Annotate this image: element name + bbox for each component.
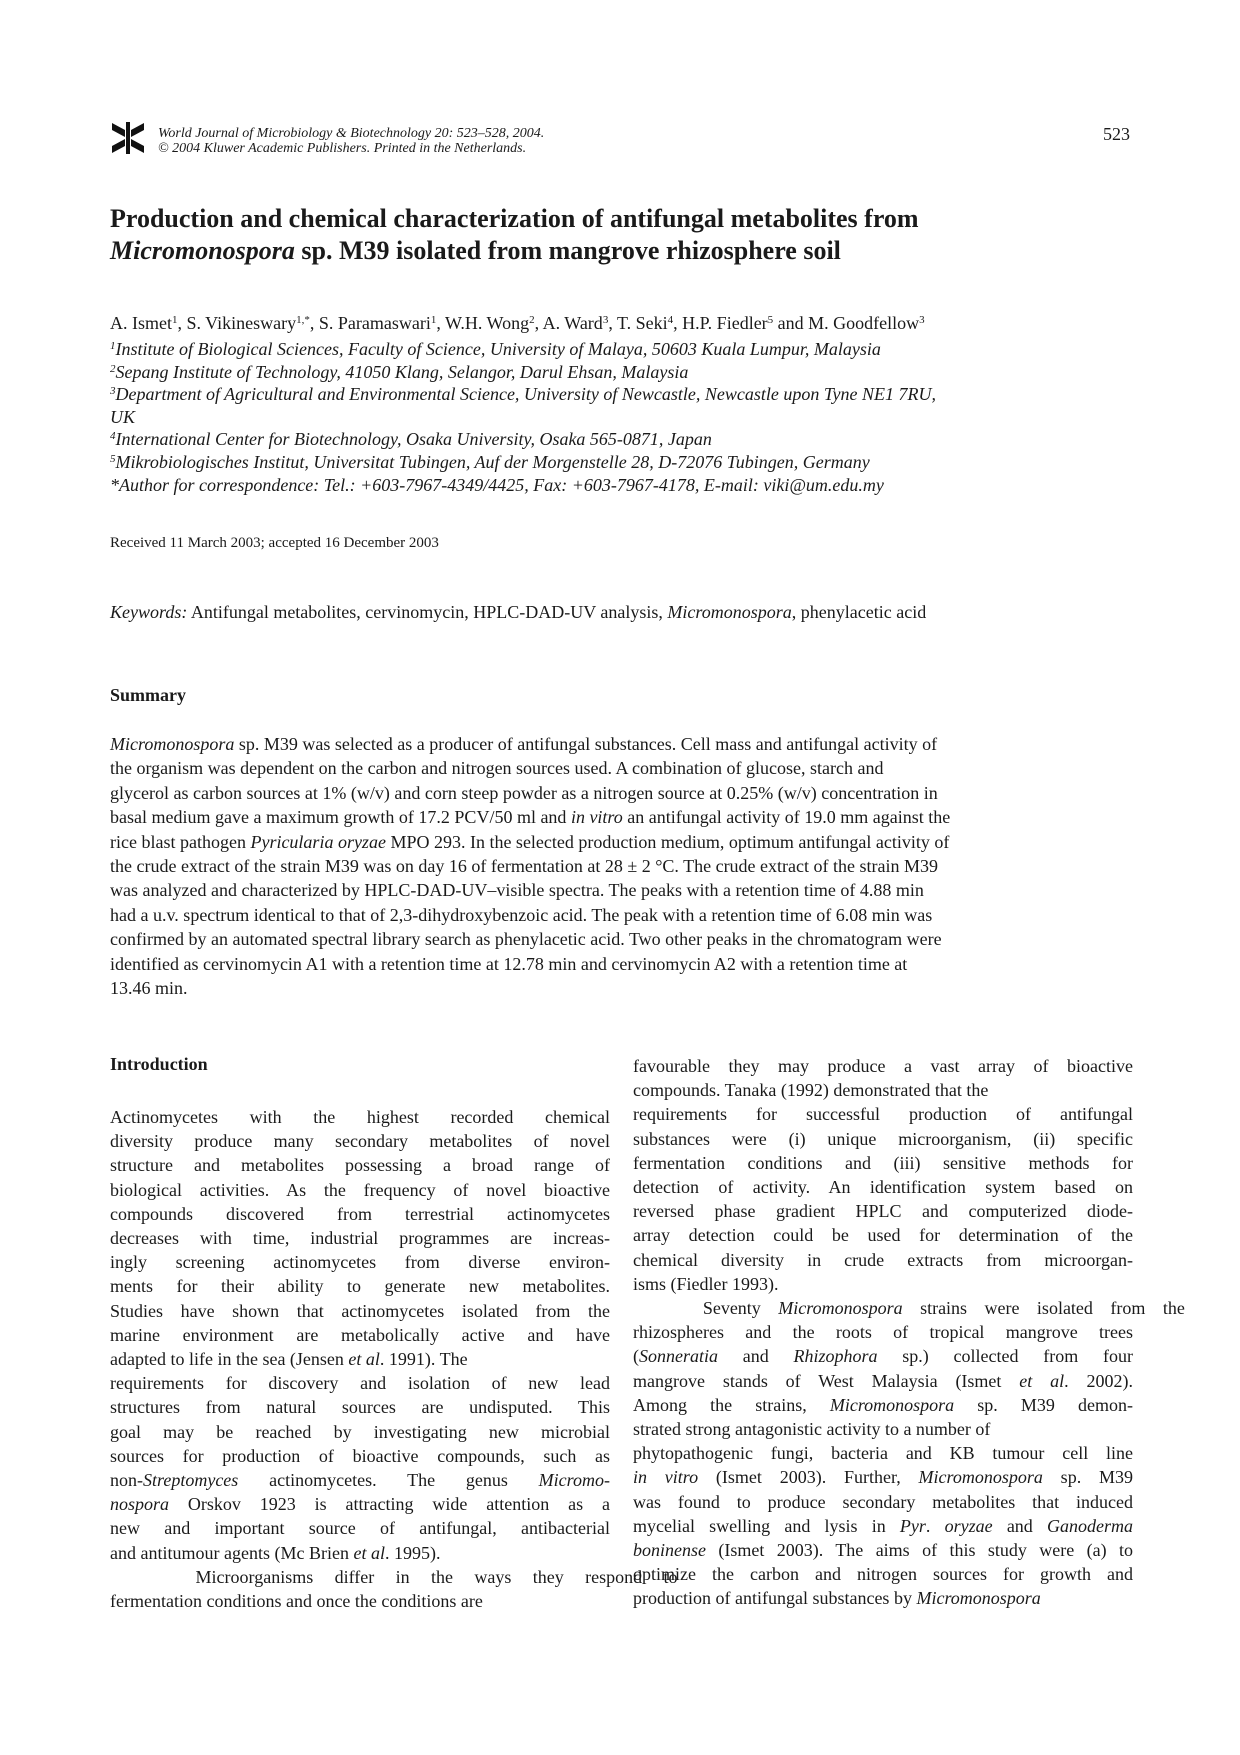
text-line: structure and metabolites possessing a broad range of [110,1155,610,1176]
author-name: A. Ward [542,313,603,333]
article-title-line-1: Production and chemical characterization of antifungal metabolites from [110,204,919,233]
text-line: had a u.v. spectrum identical to that of 2,3-dihydroxybenzoic acid. The peak with a retention time of 6.08 min was [110,904,933,925]
text-line: goal may be reached by investigating new microbial [110,1421,610,1442]
text-line: ments for their ability to generate new metabolites. [110,1276,610,1297]
text-line: rhizospheres and the roots of tropical mangrove trees [633,1322,1133,1343]
text-line: boninense (Ismet 2003). The aims of this study were (a) to [633,1540,1133,1560]
text-line: non-Streptomyces actinomycetes. The genus Micromo- [110,1470,610,1490]
text-line: mangrove stands of West Malaysia (Ismet et al. 2002). [633,1370,1134,1391]
affiliation-marker: 3 [110,385,116,398]
text-line: and antitumour agents (Mc Brien et al. 1995). [110,1542,441,1563]
text-line: Actinomycetes with the highest recorded chemical [110,1107,610,1127]
text-line: (Sonneratia and Rhizophora sp.) collected from four [633,1346,1133,1367]
author-affiliation-marker: 1 [430,314,437,326]
text-line: production of antifungal substances by Micromonospora [633,1588,1041,1609]
author-affiliation-marker: 3 [919,314,925,326]
copyright-line: © 2004 Kluwer Academic Publishers. Printed in the Netherlands. [158,141,527,156]
text-line: Micromonospora sp. M39 was selected as a producer of antifungal substances. Cell mass and antifungal activity of [110,734,938,754]
text-line: glycerol as carbon sources at 1% (w/v) and corn steep powder as a nitrogen source at 0.25% (w/v) concentration in [110,782,938,803]
text-line: in vitro (Ismet 2003). Further, Micromonospora sp. M39 [633,1467,1133,1488]
affiliation-line [110,452,870,473]
text-line: was analyzed and characterized by HPLC-DAD-UV–visible spectra. The peaks with a retention time of 4.88 min [110,880,924,901]
affiliation-line [110,362,688,383]
text-line: was found to produce secondary metabolites that induced [633,1491,1133,1512]
text-line: compounds discovered from terrestrial actinomycetes [110,1203,610,1224]
text-line: Studies have shown that actinomycetes isolated from the [110,1300,610,1321]
affiliation-text: *Author for correspondence: Tel.: +603-7967-4349/4425, Fax: +603-7967-4178, E-mail: viki@um.edu.my [110,474,884,495]
affiliation-line [110,407,135,428]
text-line: phytopathogenic fungi, bacteria and KB tumour cell line [633,1443,1133,1464]
text-line: fermentation conditions and once the conditions are [110,1591,483,1611]
text-line: compounds. Tanaka (1992) demonstrated that the [633,1080,989,1101]
keywords-items-pre: Antifungal metabolites, cervinomycin, HPLC-DAD-UV analysis, [187,602,668,622]
page-number: 523 [1103,124,1130,144]
text-line: requirements for successful production of antifungal [633,1104,1133,1125]
text-line: sources for production of bioactive compounds, such as [110,1445,610,1466]
text-line: basal medium gave a maximum growth of 17.2 PCV/50 ml and in vitro an antifungal activity of 19.0 mm against the [110,807,951,828]
affiliation-text: Sepang Institute of Technology, 41050 Klang, Selangor, Darul Ehsan, Malaysia [115,361,689,382]
text-line: rice blast pathogen Pyricularia oryzae MPO 293. In the selected production medium, optimum antifungal activity of [110,831,950,852]
text-line: fermentation conditions and (iii) sensitive methods for [633,1152,1133,1173]
text-line: mycelial swelling and lysis in Pyr. oryzae and Ganoderma [633,1515,1133,1536]
introduction-heading: Introduction [110,1054,208,1074]
author-name: M. Goodfellow [808,313,920,333]
journal-citation: World Journal of Microbiology & Biotechnology 20: 523–528, 2004. [158,126,545,141]
affiliation-text: Institute of Biological Sciences, Faculty of Science, University of Malaya, 50603 Kuala Lumpur, Malaysia [115,339,881,359]
article-title-line-2 [110,235,841,267]
text-line: marine environment are metabolically active and have [110,1324,610,1345]
author-affiliation-marker: 3 [602,314,609,326]
affiliation-marker: 4 [110,430,116,443]
text-line: the organism was dependent on the carbon and nitrogen sources used. A combination of glucose, starch and [110,758,884,779]
keywords-label: Keywords: [110,602,188,622]
author-name: H.P. Fiedler [682,313,768,333]
text-line: 13.46 min. [110,978,188,998]
text-line: diversity produce many secondary metabolites of novel [110,1131,610,1152]
text-line: strated strong antagonistic activity to a number of [633,1419,991,1439]
affiliation-line [110,339,881,360]
author-name: S. Vikineswary [186,313,297,333]
author-affiliation-marker: 4 [667,314,674,326]
author-affiliation-marker: 2 [529,314,535,326]
keywords-items-post: , phenylacetic acid [791,602,927,622]
affiliation-line [110,475,884,496]
summary-heading: Summary [110,685,186,705]
received-dates: Received 11 March 2003; accepted 16 December 2003 [110,535,439,551]
text-line: array detection could be used for determination of the [633,1225,1133,1246]
title-rest: sp. M39 isolated from mangrove rhizosphere soil [294,236,841,265]
affiliation-marker: 5 [110,453,116,465]
affiliation-text: Mikrobiologisches Institut, Universitat Tubingen, Auf der Morgenstelle 28, D-72076 Tubingen, Germany [115,452,870,472]
text-line: detection of activity. An identification system based on [633,1177,1133,1197]
text-line: Microorganisms differ in the ways they respond to [110,1566,678,1587]
text-line: isms (Fiedler 1993). [633,1273,779,1294]
author-affiliation-marker: 1 [172,314,178,326]
publisher-logo-icon [110,120,146,156]
title-genus: Micromonospora [110,236,295,265]
author-list: A. Ismet$^1$, S. Vikineswary$^{1,*}$, S. Paramaswari$^1$, W.H. Wong$^2$, A. Ward$^3$, T. Seki$^4$, H.P. Fiedler$^5$ and M. Goodfellow$^3$ [110,313,925,333]
text-line: biological activities. As the frequency of novel bioactive [110,1179,610,1200]
text-line: structures from natural sources are undisputed. This [110,1397,610,1418]
affiliation-text: Department of Agricultural and Environmental Science, University of Newcastle, Newcastle upon Tyne NE1 7RU, [115,384,937,405]
text-line: decreases with time, industrial programmes are increas- [110,1228,610,1248]
text-line: the crude extract of the strain M39 was on day 16 of fermentation at 28 ± 2 °C. The crude extract of the strain M39 [110,856,938,876]
keywords-line [110,602,926,623]
text-line: identified as cervinomycin A1 with a retention time at 12.78 min and cervinomycin A2 with a retention time at [110,953,908,974]
text-line: ingly screening actinomycetes from diverse environ- [110,1252,610,1273]
text-line: Seventy Micromonospora strains were isolated from the [633,1298,1185,1318]
author-name: A. Ismet [110,313,172,333]
text-line: reversed phase gradient HPLC and computerized diode- [633,1201,1133,1222]
text-line: nospora Orskov 1923 is attracting wide attention as a [110,1494,610,1515]
text-line: substances were (i) unique microorganism, (ii) specific [633,1128,1133,1149]
text-line: favourable they may produce a vast array of bioactive [633,1056,1133,1076]
text-line: requirements for discovery and isolation of new lead [110,1373,610,1394]
text-line: confirmed by an automated spectral library search as phenylacetic acid. Two other peaks in the chromatogram were [110,929,942,950]
text-line: new and important source of antifungal, antibacterial [110,1518,610,1539]
affiliation-marker: 2 [110,362,116,375]
author-name: S. Paramaswari [318,313,431,333]
author-name: T. Seki [617,313,668,333]
affiliation-text: UK [110,406,136,427]
affiliation-line [110,429,712,450]
text-line: adapted to life in the sea (Jensen et al. 1991). The [110,1349,468,1369]
author-affiliation-marker: 1,* [296,314,310,326]
text-line: optimize the carbon and nitrogen sources for growth and [633,1564,1133,1585]
affiliation-text: International Center for Biotechnology, Osaka University, Osaka 565-0871, Japan [115,429,712,450]
affiliation-line [110,384,936,405]
text-line: chemical diversity in crude extracts from microorgan- [633,1249,1133,1270]
text-line: Among the strains, Micromonospora sp. M39 demon- [633,1394,1133,1415]
author-name: W.H. Wong [445,313,530,333]
affiliation-marker: 1 [110,340,116,352]
keywords-genus: Micromonospora [667,602,792,622]
author-affiliation-marker: 5 [767,314,774,326]
